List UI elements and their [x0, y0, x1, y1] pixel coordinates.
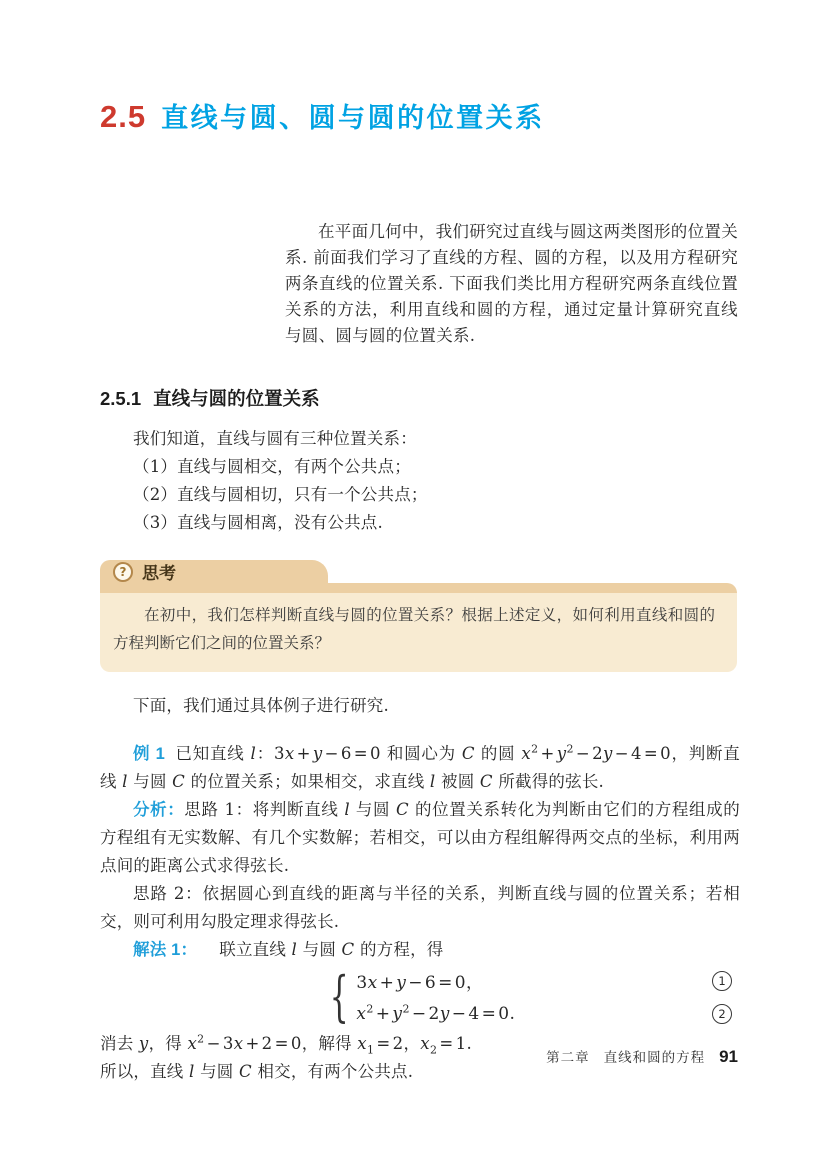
analysis-text-1: 思路 1：将判断直线 l 与圆 C 的位置关系转化为判断由它们的方程组成的方程组有无实数解、有几个实数解；若相交，可以由方程组解得两交点的坐标，利用两点间的距离公式求得弦长. [100, 800, 740, 875]
equation-system [100, 966, 740, 1028]
relation-item-1: （1）直线与圆相交，有两个公共点； [133, 457, 411, 476]
relations-lead: 我们知道，直线与圆有三种位置关系： [133, 429, 417, 448]
example-label: 例 1 [133, 745, 165, 763]
chapter-title-text: 直线与圆、圆与圆的位置关系 [161, 103, 545, 133]
analysis-paragraph-1 [100, 796, 740, 880]
analysis-label: 分析： [133, 801, 185, 819]
section-number: 2.5.1 [100, 388, 142, 409]
footer-book-title: 直线和圆的方程 [603, 1050, 706, 1065]
analysis-paragraph-2: 思路 2：依据圆心到直线的距离与半径的关系，判断直线与圆的位置关系；若相交，则可利用勾股定理求得弦长. [100, 884, 740, 931]
think-box-body [100, 583, 737, 672]
solution-lead-text: 联立直线 l 与圆 C 的方程，得 [219, 940, 444, 959]
section-heading [100, 385, 740, 411]
page-content [0, 96, 824, 1086]
question-mark-icon: ? [113, 562, 133, 582]
chapter-title [100, 96, 740, 135]
equation-column [356, 966, 740, 1028]
section-title: 直线与圆的位置关系 [153, 388, 320, 409]
example-text: 已知直线 l：3x + y − 6 = 0 和圆心为 C 的圆 $x^2 + y^2 - 2y - 4 = 0$，判断直线 l 与圆 C 的位置关系；如果相交，求直线 l 被圆 C 所截得的弦长. [100, 742, 740, 791]
page-footer [546, 1046, 738, 1067]
example-paragraph [100, 740, 740, 796]
page-number: 91 [719, 1047, 738, 1066]
equation-1: 3x + y − 6 = 0， [356, 973, 484, 993]
solution-lead [100, 936, 740, 964]
equation-row-2 [356, 999, 740, 1028]
equation-tag-2: 2 [712, 1004, 732, 1024]
footer-chapter: 第二章 [546, 1050, 590, 1065]
system-brace: { [329, 965, 349, 1028]
lead-in-paragraph: 下面，我们通过具体例子进行研究. [133, 696, 389, 715]
think-box-text: 在初中，我们怎样判断直线与圆的位置关系？根据上述定义，如何利用直线和圆的方程判断它们之间的位置关系？ [113, 606, 715, 652]
equation-2: $x^2 + y^2 - 2y - 4 = 0$. [356, 1001, 516, 1024]
relation-item-3: （3）直线与圆相离，没有公共点. [133, 513, 383, 532]
relation-item-2: （2）直线与圆相切，只有一个公共点； [133, 485, 428, 504]
think-box [100, 560, 737, 672]
intro-paragraph: 在平面几何中，我们研究过直线与圆这两类图形的位置关系. 前面我们学习了直线的方程、圆的方程，以及用方程研究两条直线的位置关系. 下面我们类比用方程研究两条直线位置关系的方法，利用直线和圆的方程，通过定量计算研究直线与圆、圆与圆的位置关系. [285, 222, 738, 345]
conclusion-line: 所以，直线 l 与圆 C 相交，有两个公共点. [100, 1062, 414, 1081]
elimination-line: 消去 y，得 $x^2 - 3x + 2 = 0$，解得 $x_1 = 2$，$x_2 = 1$. [100, 1032, 472, 1057]
chapter-number: 2.5 [100, 99, 147, 134]
equation-row-1 [356, 966, 740, 995]
equation-tag-1: 1 [712, 971, 732, 991]
solution-label: 解法 1： [133, 941, 198, 959]
think-box-tab [100, 560, 328, 583]
think-box-label: 思考 [142, 564, 176, 583]
